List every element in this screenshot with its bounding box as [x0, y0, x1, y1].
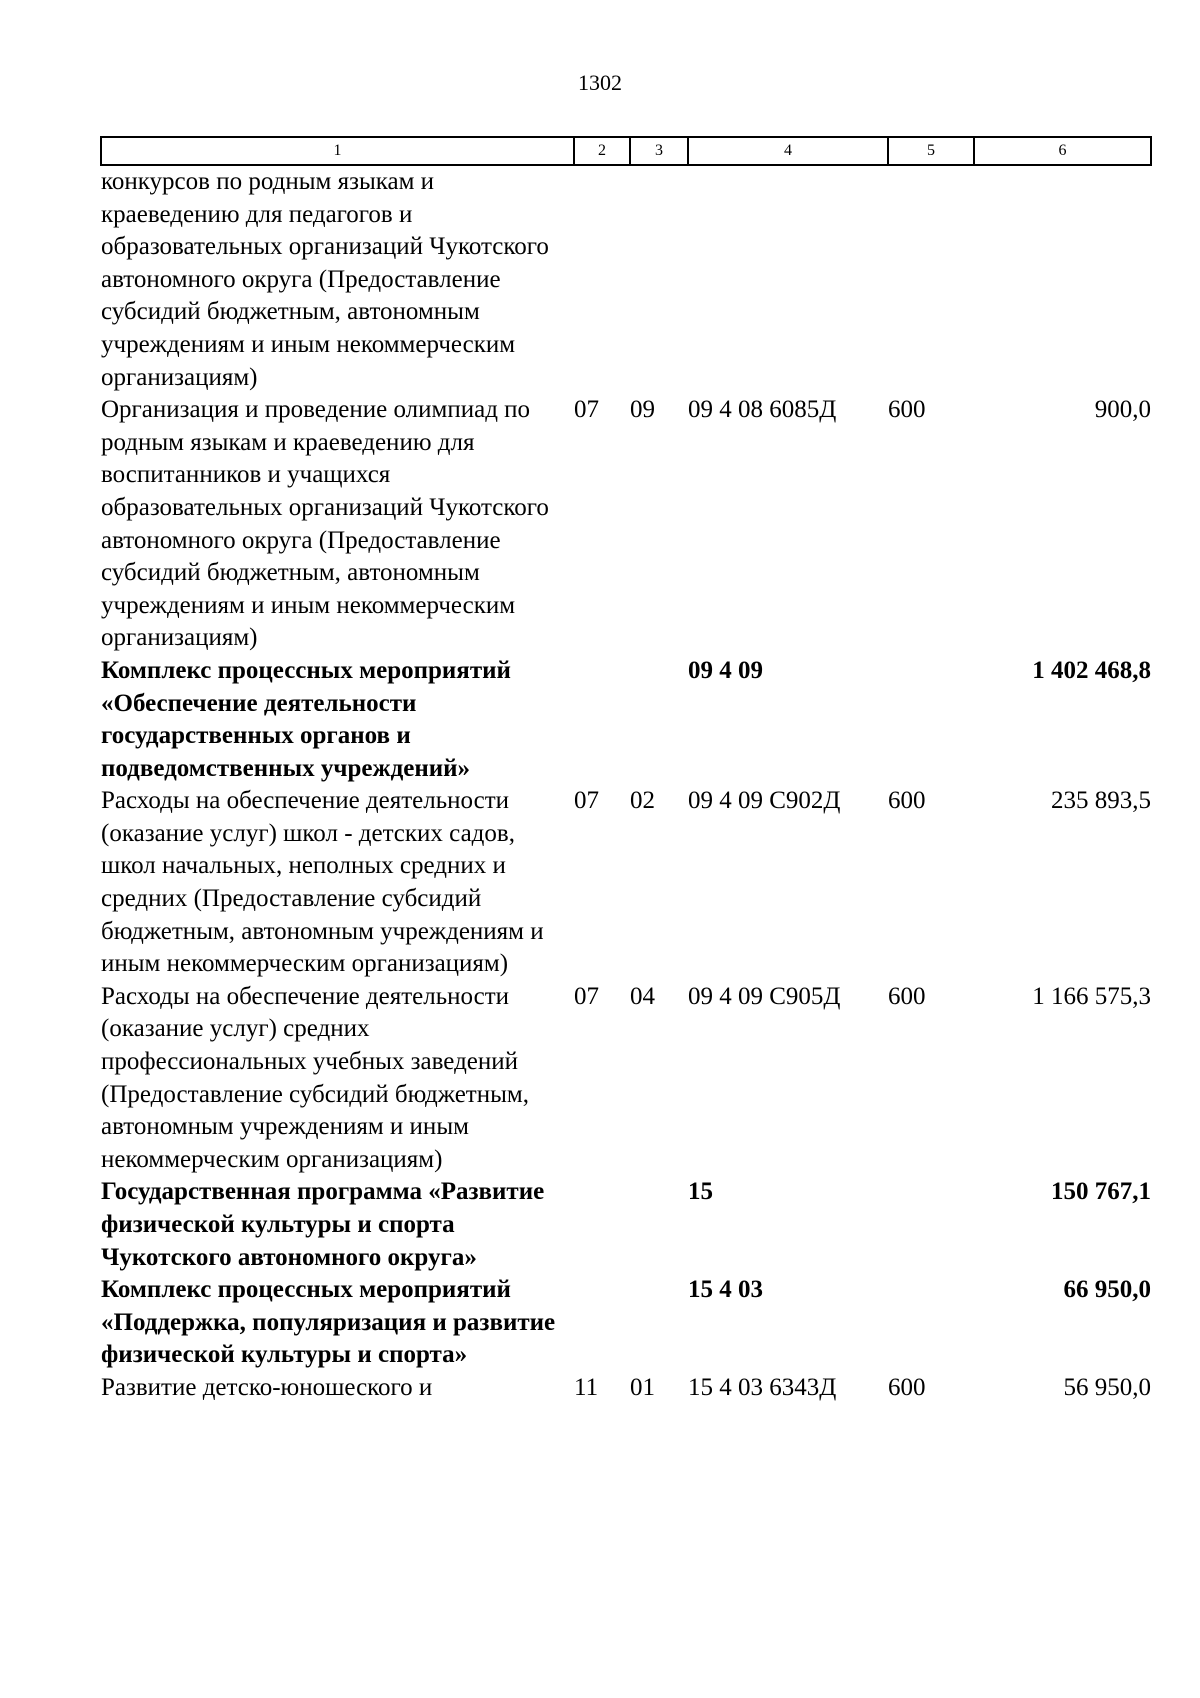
row-section-code: 07 [574, 787, 599, 815]
row-section-code [574, 1176, 630, 1274]
row-amount: 900,0 [1094, 396, 1151, 424]
table-row [101, 1176, 1151, 1274]
table-row [101, 1372, 1151, 1405]
row-subsection-code [630, 1274, 688, 1372]
row-target-article: 09 4 08 6085Д [688, 396, 837, 424]
row-target-article: 09 4 09 С902Д [688, 787, 841, 815]
row-expense-type [888, 1274, 974, 1372]
row-subsection-code: 01 [630, 1373, 655, 1401]
table-row [101, 394, 1151, 655]
row-description: Расходы на обеспечение деятельности (оказание услуг) школ - детских садов, школ начальных, неполных средних и средних (Предоставление субсидий бюджетным, автономным учреждениям и иным некоммерческим организациям) [101, 787, 544, 978]
budget-table [100, 136, 1152, 1405]
row-description: Организация и проведение олимпиад по родным языкам и краеведению для воспитанников и учащихся образовательных организаций Чукотского автономного округа (Предоставление субсидий бюджетным, автономным учреждениям и иным некоммерческим организациям) [101, 396, 549, 652]
row-description: Комплекс процессных мероприятий «Обеспечение деятельности государственных органов и подведомственных учреждений» [101, 656, 511, 782]
header-col-6: 6 [974, 137, 1151, 165]
row-section-code: 11 [574, 1373, 599, 1401]
row-section-code [574, 165, 630, 394]
row-target-article: 15 [688, 1178, 713, 1206]
table-row [101, 165, 1151, 394]
row-description: конкурсов по родным языкам и краеведению для педагогов и образовательных организаций Чукотского автономного округа (Предоставление субсидий бюджетным, автономным учреждениям и иным некоммерческим организациям) [101, 168, 549, 391]
header-col-1: 1 [101, 137, 574, 165]
row-target-article: 15 4 03 [688, 1276, 763, 1304]
row-target-article: 09 4 09 [688, 656, 763, 684]
row-subsection-code [630, 655, 688, 785]
row-amount: 1 166 575,3 [1032, 982, 1151, 1010]
row-expense-type [888, 1176, 974, 1274]
row-target-article [688, 165, 888, 394]
row-target-article: 09 4 09 С905Д [688, 982, 841, 1010]
row-amount: 1 402 468,8 [1032, 656, 1151, 684]
row-expense-type: 600 [888, 982, 926, 1010]
row-subsection-code: 02 [630, 787, 655, 815]
table-row [101, 785, 1151, 981]
table-row [101, 981, 1151, 1177]
table-row [101, 1274, 1151, 1372]
row-expense-type: 600 [888, 1373, 926, 1401]
row-description: Государственная программа «Развитие физической культуры и спорта Чукотского автономного округа» [101, 1178, 545, 1271]
row-amount [974, 165, 1151, 394]
row-expense-type [888, 165, 974, 394]
header-col-4: 4 [688, 137, 888, 165]
row-subsection-code: 04 [630, 982, 655, 1010]
header-col-3: 3 [630, 137, 688, 165]
row-description: Комплекс процессных мероприятий «Поддержка, популяризация и развитие физической культуры и спорта» [101, 1276, 556, 1369]
row-description: Расходы на обеспечение деятельности (оказание услуг) средних профессиональных учебных заведений (Предоставление субсидий бюджетным, автономным учреждениям и иным некоммерческим организациям) [101, 982, 529, 1173]
header-col-5: 5 [888, 137, 974, 165]
row-section-code [574, 1274, 630, 1372]
row-description: Развитие детско-юношеского и [101, 1373, 433, 1401]
table-header-row [101, 137, 1151, 165]
row-amount: 56 950,0 [1063, 1373, 1151, 1401]
row-expense-type: 600 [888, 396, 926, 424]
row-amount: 235 893,5 [1051, 787, 1151, 815]
row-subsection-code [630, 1176, 688, 1274]
header-col-2: 2 [574, 137, 630, 165]
row-target-article: 15 4 03 6343Д [688, 1373, 837, 1401]
row-subsection-code: 09 [630, 396, 655, 424]
row-amount: 66 950,0 [1063, 1276, 1151, 1304]
page-number: 1302 [578, 70, 622, 95]
row-expense-type: 600 [888, 787, 926, 815]
row-section-code: 07 [574, 396, 599, 424]
row-expense-type [888, 655, 974, 785]
row-section-code [574, 655, 630, 785]
row-section-code: 07 [574, 982, 599, 1010]
row-amount: 150 767,1 [1051, 1178, 1151, 1206]
row-subsection-code [630, 165, 688, 394]
table-row [101, 655, 1151, 785]
